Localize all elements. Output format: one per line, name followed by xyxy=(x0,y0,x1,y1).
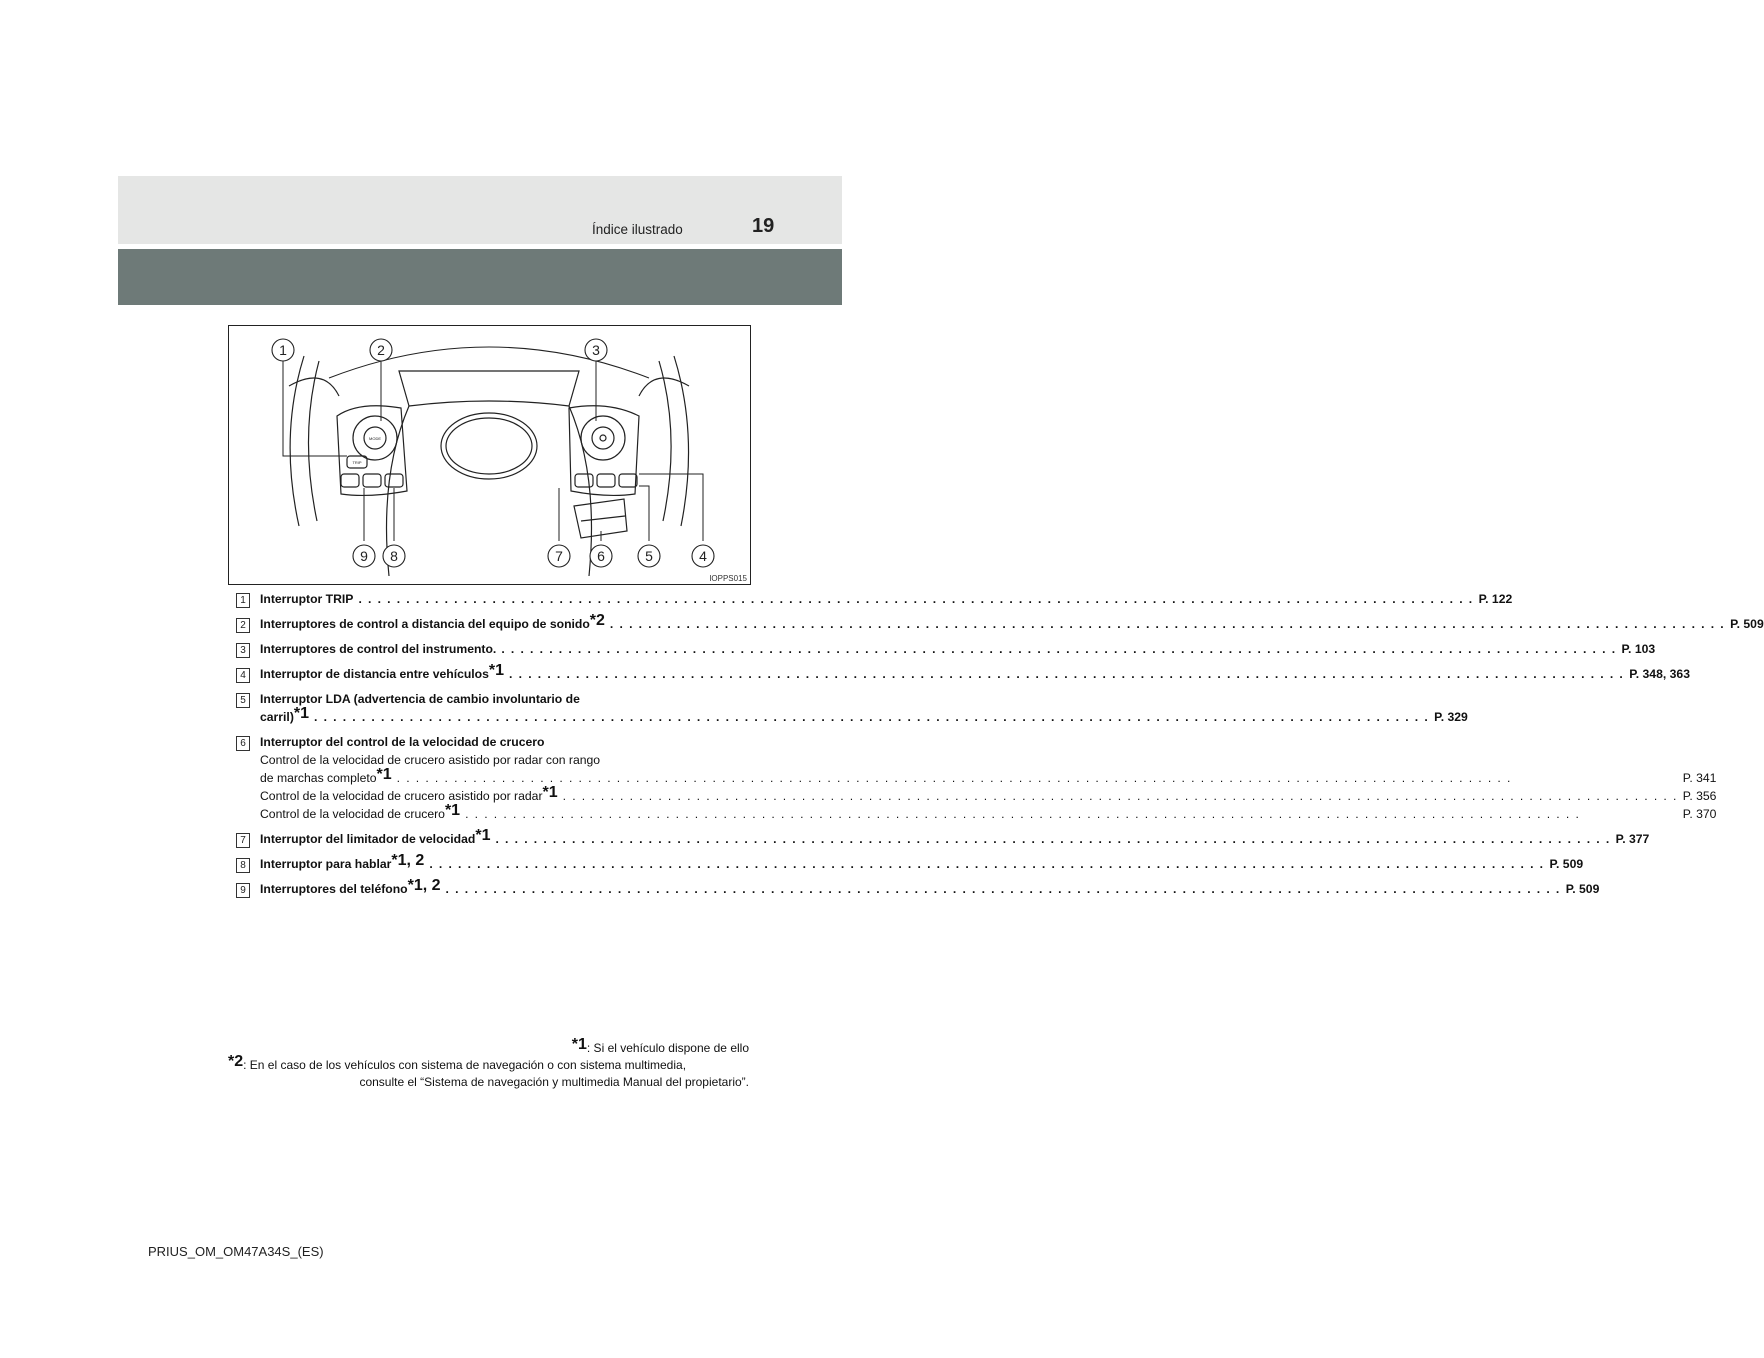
item-footnote-mark: *1 xyxy=(542,784,558,801)
item-number: 1 xyxy=(236,593,250,608)
callout-label-4: 4 xyxy=(699,548,707,564)
item-label: Interruptor de distancia entre vehículos xyxy=(260,667,489,681)
callout-label-7: 7 xyxy=(555,548,563,564)
callout-label-2: 2 xyxy=(377,342,385,358)
callout-label-3: 3 xyxy=(592,342,600,358)
item-page: P. 329 xyxy=(1434,710,1468,724)
callout-label-5: 5 xyxy=(645,548,653,564)
list-item xyxy=(236,662,1690,683)
item-label-line1: Interruptor LDA (advertencia de cambio involuntario de xyxy=(260,692,580,706)
item-footnote-mark: *1 xyxy=(475,827,491,844)
sub-item-label: Control de la velocidad de crucero asistido por radar xyxy=(260,789,543,803)
item-footnote-mark: *1 xyxy=(444,802,461,819)
trip-button-label: TRIP xyxy=(352,460,362,465)
list-item xyxy=(236,590,1513,608)
sub-item-line1: Control de la velocidad de crucero asistido por radar con rango xyxy=(260,753,601,767)
callout-label-9: 9 xyxy=(360,548,368,564)
header-band xyxy=(118,176,842,244)
item-list xyxy=(236,590,1764,905)
list-item xyxy=(236,640,1656,658)
item-number: 6 xyxy=(236,736,250,751)
list-item xyxy=(236,612,1764,633)
item-page: P. 509 xyxy=(1549,857,1584,871)
item-page: P. 509 xyxy=(1565,882,1600,896)
item-page: P. 377 xyxy=(1615,832,1650,846)
item-label: Interruptor TRIP xyxy=(260,592,354,606)
item-label: Interruptores del teléfono xyxy=(260,882,408,896)
item-footnote-mark: *1, 2 xyxy=(391,852,425,869)
item-number: 8 xyxy=(236,858,250,873)
footnote-2-continued: consulte el “Sistema de navegación y multimedia Manual del propietario”. xyxy=(359,1075,749,1089)
sub-item-line2: de marchas completo xyxy=(260,771,377,785)
item-page: P. 341 xyxy=(1682,771,1717,785)
item-footnote-mark: *1, 2 xyxy=(407,877,441,894)
item-page: P. 348, 363 xyxy=(1629,667,1690,681)
footnote-1-text: : Si el vehículo dispone de ello xyxy=(586,1041,749,1055)
footnote-2 xyxy=(228,1053,749,1074)
footnote-1-mark: *1 xyxy=(571,1036,587,1053)
item-number: 2 xyxy=(236,618,250,633)
mode-button-label: MODE xyxy=(369,436,381,441)
item-footnote-mark: *2 xyxy=(589,612,605,629)
list-item xyxy=(236,827,1650,848)
sub-item-label: Control de la velocidad de crucero xyxy=(260,807,445,821)
item-page: P. 103 xyxy=(1621,642,1656,656)
item-number: 3 xyxy=(236,643,250,658)
item-label-line2: carril) xyxy=(260,710,294,724)
footnote-2-text: : En el caso de los vehículos con sistema de navegación o con sistema multimedia, xyxy=(243,1058,687,1072)
item-number: 4 xyxy=(236,668,250,683)
callout-label-1: 1 xyxy=(279,342,287,358)
header-dark-band xyxy=(118,249,842,305)
list-item xyxy=(236,852,1584,873)
page-number: 19 xyxy=(752,215,775,237)
item-number: 7 xyxy=(236,833,250,848)
item-number: 5 xyxy=(236,693,250,708)
footnotes xyxy=(228,1036,749,1091)
item-page: P. 356 xyxy=(1682,789,1717,803)
figure-code: IOPPS015 xyxy=(709,574,747,583)
item-footnote-mark: *1 xyxy=(488,662,505,679)
callout-label-8: 8 xyxy=(390,548,398,564)
footnote-2-mark: *2 xyxy=(228,1053,244,1070)
item-label: Interruptor del control de la velocidad de crucero xyxy=(260,735,545,749)
document-code: PRIUS_OM_OM47A34S_(ES) xyxy=(148,1244,324,1259)
item-label: Interruptores de control a distancia del equipo de sonido xyxy=(260,617,590,631)
steering-wheel-figure xyxy=(228,325,751,585)
callout-label-6: 6 xyxy=(597,548,605,564)
item-page: P. 370 xyxy=(1682,807,1717,821)
list-item xyxy=(236,690,1468,726)
item-label: Interruptor del limitador de velocidad xyxy=(260,832,476,846)
section-title: Índice ilustrado xyxy=(592,222,683,237)
steering-wheel-illustration xyxy=(229,326,750,584)
item-label: Interruptores de control del instrumento. xyxy=(260,642,497,656)
list-item xyxy=(236,877,1600,898)
list-item xyxy=(236,733,1717,823)
item-page: P. 509 xyxy=(1730,617,1764,631)
footnote-1 xyxy=(228,1036,749,1057)
item-footnote-mark: *1 xyxy=(293,705,309,722)
item-footnote-mark: *1 xyxy=(376,766,392,783)
item-page: P. 122 xyxy=(1478,592,1513,606)
item-label: Interruptor para hablar xyxy=(260,857,392,871)
item-number: 9 xyxy=(236,883,250,898)
